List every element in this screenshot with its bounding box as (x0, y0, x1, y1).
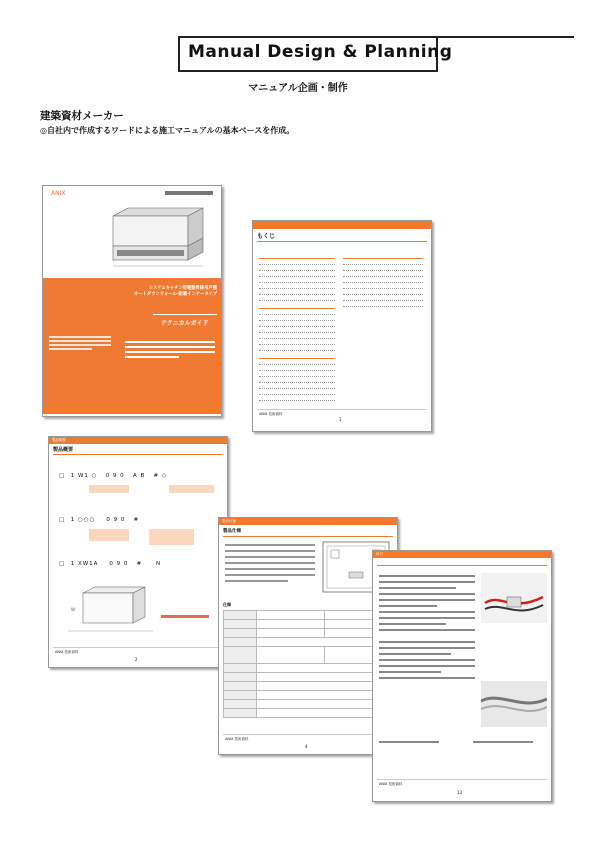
p4-spec-table (223, 610, 393, 718)
toc-row (259, 286, 335, 289)
p2-code-row2: □ 1 ○○○ 0 9 0 # (59, 517, 140, 523)
p2-page-number: 2 (135, 657, 138, 662)
toc-row (343, 280, 423, 283)
cover-logo: ANIX (51, 190, 66, 197)
p2-code-row1: □ 1 W1 ○ 0 9 0 A B # ◇ (59, 473, 168, 479)
toc-row (343, 304, 423, 307)
toc-row (259, 298, 335, 301)
p2-code-legend1 (59, 483, 219, 497)
toc-row (259, 274, 335, 277)
p2-red-note (161, 615, 209, 618)
installation-page-thumbnail (372, 550, 552, 802)
toc-row (259, 256, 335, 259)
toc-right-column (343, 251, 423, 310)
cover-page-thumbnail (42, 185, 222, 417)
toc-row (259, 306, 335, 309)
toc-row (343, 292, 423, 295)
toc-row (259, 280, 335, 283)
toc-row (259, 398, 335, 401)
toc-row (259, 348, 335, 351)
p13-page-number: 13 (457, 790, 463, 795)
cover-heading-line2: オートダウンウォール-耐震インナータイプ (134, 292, 217, 297)
toc-row (259, 362, 335, 365)
p2-header-tag: 製品概要 (52, 438, 66, 442)
p13-steps-1 (379, 571, 475, 635)
toc-title: もくじ (257, 233, 276, 240)
page-title: Manual Design & Planning (188, 42, 453, 62)
toc-row (259, 292, 335, 295)
toc-row (259, 392, 335, 395)
p4-section: 製品仕様 (223, 529, 241, 534)
toc-row (343, 256, 423, 259)
toc-footer: ANIX 技術資料 (259, 412, 283, 416)
page-subtitle: マニュアル企画・制作 (248, 83, 348, 94)
toc-row (343, 262, 423, 265)
p2-code-legend2 (59, 527, 219, 547)
p13-steps-2 (379, 637, 475, 683)
p2-cabinet-drawing (63, 583, 163, 641)
toc-row (259, 336, 335, 339)
p13-wiring-photo (481, 681, 547, 727)
toc-row (259, 318, 335, 321)
toc-row (259, 386, 335, 389)
toc-row (259, 324, 335, 327)
cover-guide-title: テクニカルガイド (161, 320, 209, 327)
p4-page-number: 4 (305, 744, 308, 749)
specifications-page-thumbnail: 製品仕様 製品仕様 仕様 ANIX 技術資料 4 (218, 517, 398, 755)
toc-row (343, 268, 423, 271)
toc-row (343, 286, 423, 289)
p2-section: 製品概要 (53, 447, 74, 453)
p4-header-tag: 製品仕様 (222, 519, 236, 523)
toc-left-column (259, 251, 335, 404)
p13-connector-photo (481, 573, 547, 623)
p4-bullets (225, 540, 315, 586)
product-overview-page-thumbnail (48, 436, 228, 668)
toc-row (343, 298, 423, 301)
svg-text:W: W (71, 607, 75, 612)
cover-intro-text (49, 334, 111, 358)
toc-page-number: 1 (339, 417, 342, 422)
toc-row (259, 356, 335, 359)
cover-heading-line1: システムキッチン用電動昇降吊戸棚 (148, 286, 217, 291)
section-description: ◎自社内で作成するワードによる施工マニュアルの基本ベースを作成。 (40, 126, 295, 135)
toc-row (259, 342, 335, 345)
toc-row (259, 268, 335, 271)
toc-row (259, 312, 335, 315)
toc-row (259, 330, 335, 333)
cover-spec-text (125, 338, 215, 361)
toc-row (259, 368, 335, 371)
p13-header-tag: 取付 (376, 552, 383, 556)
cover-tag (165, 191, 213, 195)
toc-row (259, 374, 335, 377)
p2-code-row3: □ 1 XW1A 0 9 0 # N (59, 561, 162, 567)
p2-footer: ANIX 技術資料 (55, 650, 79, 654)
toc-row (259, 380, 335, 383)
cabinet-illustration (103, 204, 208, 276)
p4-footer: ANIX 技術資料 (225, 737, 249, 741)
toc-row (343, 274, 423, 277)
toc-row (259, 262, 335, 265)
section-heading: 建築資材メーカー (40, 110, 124, 122)
toc-page-thumbnail (252, 220, 432, 432)
p13-footer: ANIX 技術資料 (379, 782, 403, 786)
